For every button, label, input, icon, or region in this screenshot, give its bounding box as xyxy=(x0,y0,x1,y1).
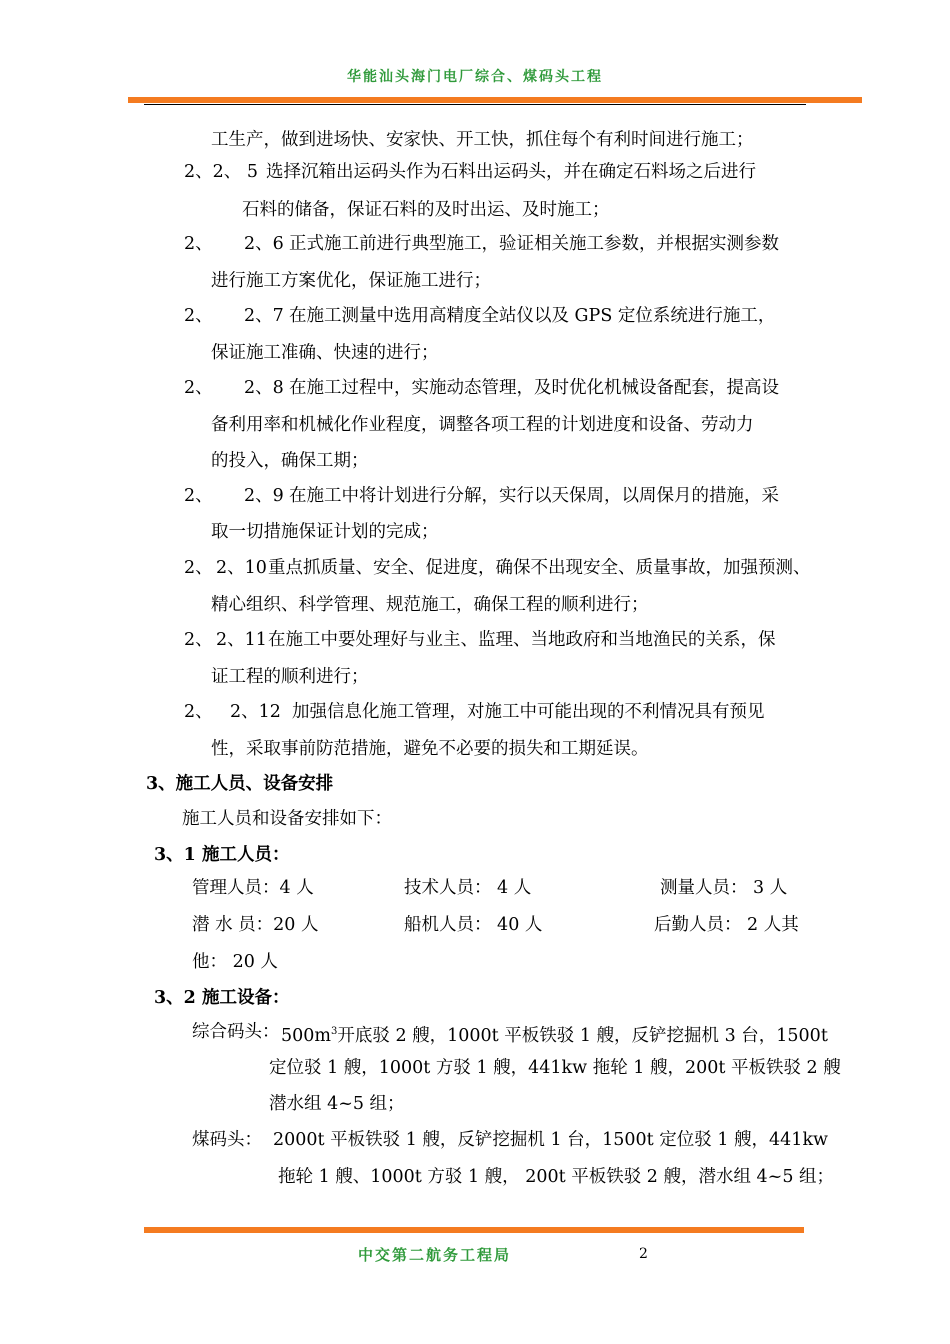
list-item-continuation: 证工程的顺利进行； xyxy=(211,667,369,687)
list-item-number: 2、 xyxy=(184,630,213,650)
section-intro: 施工人员和设备安排如下： xyxy=(182,809,392,829)
list-item-number: 2、 xyxy=(184,306,213,326)
staff-survey: 测量人员： 3 人 xyxy=(660,878,788,898)
list-item-text: 选择沉箱出运码头作为石料出运码头，并在确定石料场之后进行 xyxy=(266,162,756,182)
equipment-general-label: 综合码头： xyxy=(192,1022,280,1042)
list-item-subnumber: 2、10 xyxy=(216,558,267,578)
header-orange-rule xyxy=(128,97,862,103)
list-item-number: 2、 xyxy=(184,378,213,398)
superscript: 3 xyxy=(331,1026,338,1037)
list-item-continuation: 石料的储备，保证石料的及时出运、及时施工； xyxy=(242,200,610,220)
list-item-text: 重点抓质量、安全、促进度，确保不出现安全、质量事故，加强预测、 xyxy=(268,558,811,578)
list-item-subnumber: 2、8 xyxy=(244,378,284,398)
list-item-text: 在施工过程中，实施动态管理，及时优化机械设备配套，提高设 xyxy=(289,378,779,398)
list-item-number: 2、 xyxy=(184,234,213,254)
list-item-number: 2、 xyxy=(184,486,213,506)
list-item-number: 2、2、 5 xyxy=(184,162,258,182)
equipment-coal-line: 2000t 平板铁驳 1 艘，反铲挖掘机 1 台，1500t 定位驳 1 艘，441kw xyxy=(273,1130,829,1150)
paragraph-line: 工生产，做到进场快、安家快、开工快，抓住每个有利时间进行施工； xyxy=(211,130,754,150)
equipment-quantity: 500m xyxy=(281,1025,331,1046)
staff-logistics: 后勤人员： 2 人其 xyxy=(654,915,799,935)
header-black-rule xyxy=(144,104,806,105)
list-item-text: 在施工测量中选用高精度全站仪以及 GPS 定位系统进行施工， xyxy=(289,306,776,326)
list-item-subnumber: 2、9 xyxy=(244,486,284,506)
footer-orange-rule xyxy=(144,1227,804,1233)
equipment-general-line xyxy=(281,1020,828,1048)
equipment-coal-line: 拖轮 1 艘、1000t 方驳 1 艘， 200t 平板铁驳 2 艘，潜水组 4~5 组； xyxy=(278,1167,835,1187)
footer-organization: 中交第二航务工程局 xyxy=(358,1246,512,1264)
list-item-number: 2、 xyxy=(184,558,213,578)
equipment-general-line: 定位驳 1 艘，1000t 方驳 1 艘，441kw 拖轮 1 艘，200t 平板铁驳 2 艘 xyxy=(269,1058,841,1078)
list-item-text: 在施工中要处理好与业主、监理、当地政府和当地渔民的关系，保 xyxy=(268,630,776,650)
list-item-continuation: 备利用率和机械化作业程度，调整各项工程的计划进度和设备、劳动力 xyxy=(211,415,754,435)
list-item-subnumber: 2、12 xyxy=(230,702,281,722)
staff-other: 他： 20 人 xyxy=(192,952,278,972)
list-item-text: 正式施工前进行典型施工，验证相关施工参数，并根据实测参数 xyxy=(289,234,779,254)
list-item-number: 2、 xyxy=(184,702,213,722)
subsection-heading: 3、1 施工人员： xyxy=(154,845,290,865)
subsection-heading: 3、2 施工设备： xyxy=(154,988,290,1008)
list-item-continuation: 进行施工方案优化，保证施工进行； xyxy=(211,271,491,291)
page-number: 2 xyxy=(639,1246,648,1262)
equipment-text: 开底驳 2 艘，1000t 平板铁驳 1 艘，反铲挖掘机 3 台，1500t xyxy=(337,1025,828,1046)
equipment-coal-label: 煤码头： xyxy=(192,1130,262,1150)
list-item-continuation: 保证施工准确、快速的进行； xyxy=(211,343,439,363)
list-item-continuation: 取一切措施保证计划的完成； xyxy=(211,522,439,542)
staff-management: 管理人员：4 人 xyxy=(192,878,314,898)
section-heading: 3、施工人员、设备安排 xyxy=(146,774,334,794)
list-item-continuation: 精心组织、科学管理、规范施工，确保工程的顺利进行； xyxy=(211,595,649,615)
list-item-text: 在施工中将计划进行分解，实行以天保周，以周保月的措施，采 xyxy=(289,486,779,506)
staff-diver: 潜 水 员：20 人 xyxy=(192,915,319,935)
list-item-subnumber: 2、6 xyxy=(244,234,284,254)
list-item-text: 加强信息化施工管理，对施工中可能出现的不利情况具有预见 xyxy=(292,702,765,722)
list-item-subnumber: 2、7 xyxy=(244,306,284,326)
staff-ship-machinery: 船机人员： 40 人 xyxy=(404,915,543,935)
list-item-subnumber: 2、11 xyxy=(216,630,267,650)
staff-technical: 技术人员： 4 人 xyxy=(404,878,532,898)
header-title: 华能汕头海门电厂综合、煤码头工程 xyxy=(347,69,603,85)
list-item-continuation: 性，采取事前防范措施，避免不必要的损失和工期延误。 xyxy=(211,739,649,759)
equipment-general-line: 潜水组 4~5 组； xyxy=(269,1094,405,1114)
list-item-continuation: 的投入，确保工期； xyxy=(211,451,369,471)
